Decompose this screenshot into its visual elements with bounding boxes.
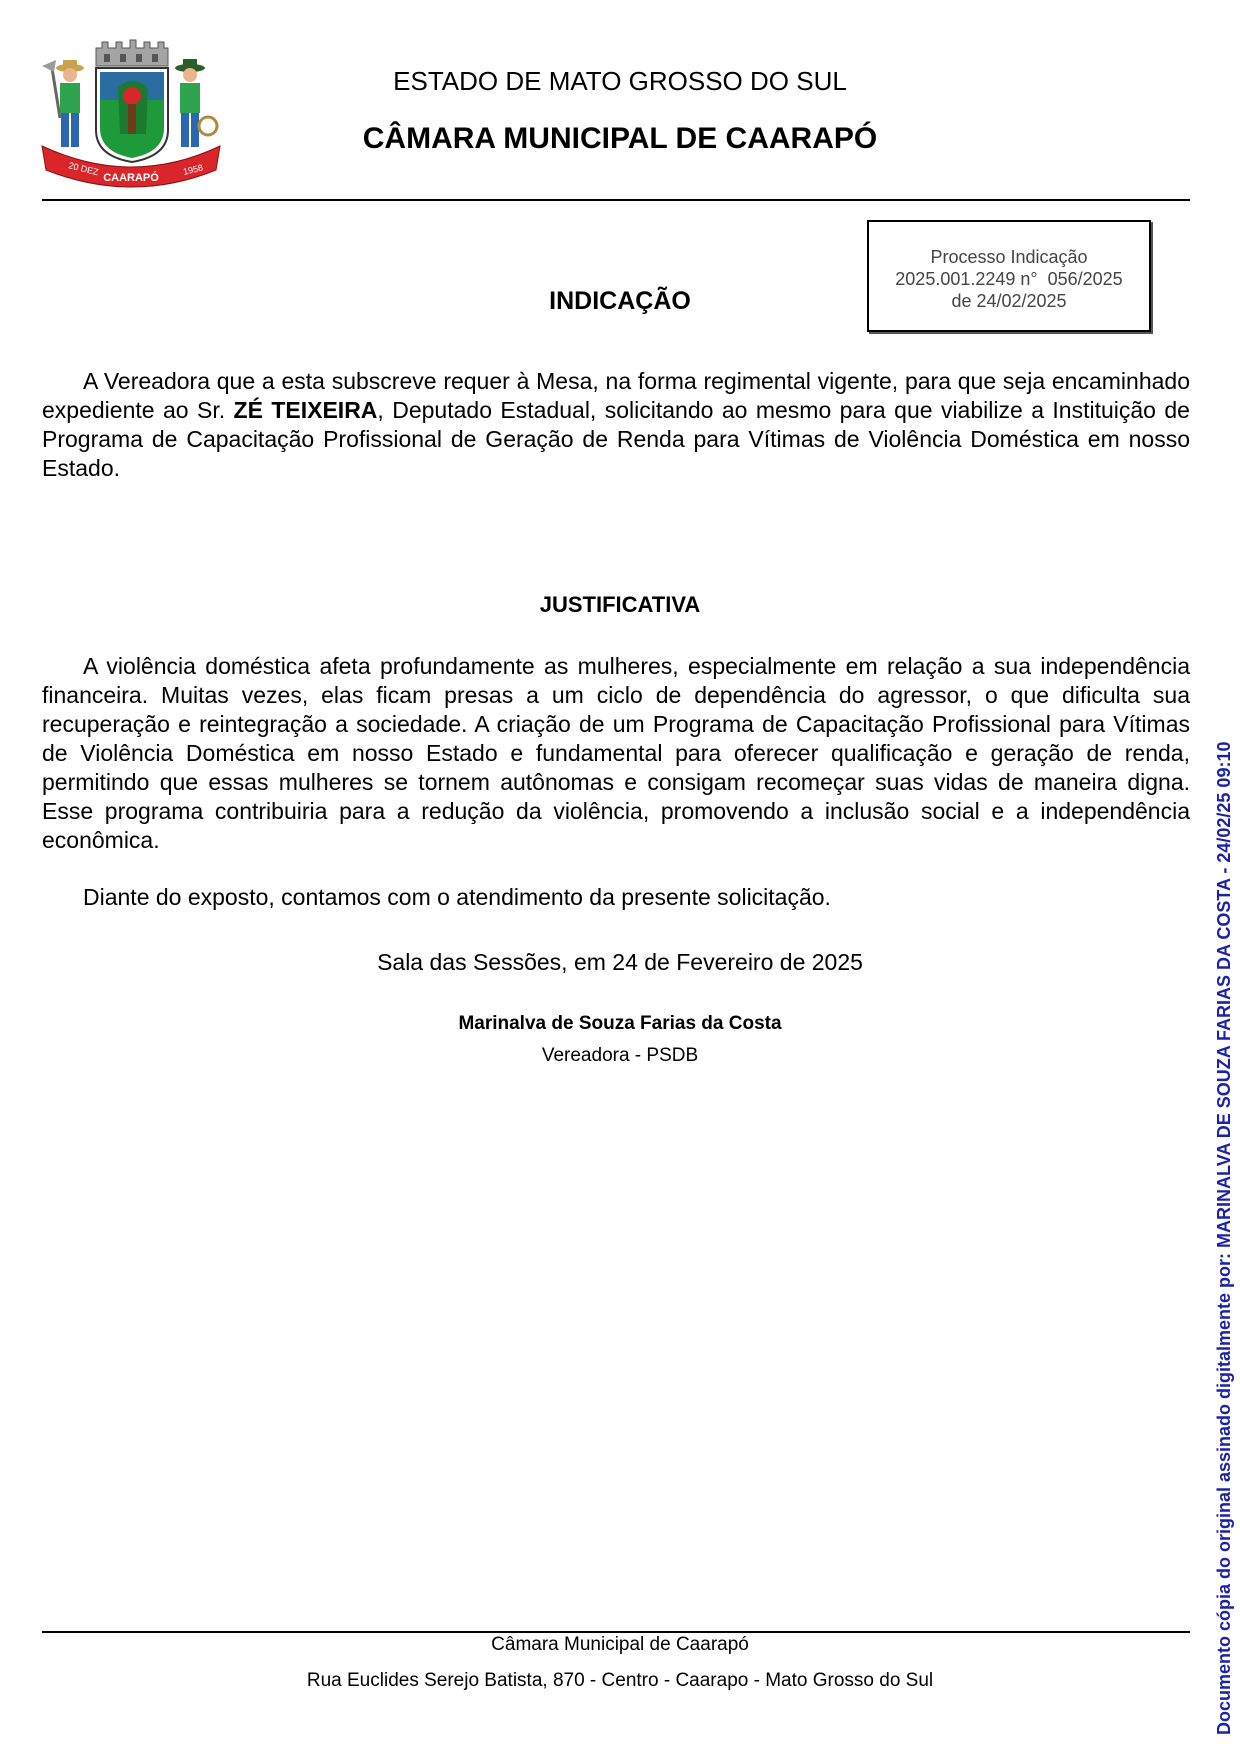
signer-name: Marinalva de Souza Farias da Costa [458,1013,782,1034]
coat-of-arms-logo [38,38,224,188]
stamp-line-1: Processo Indicação [930,247,1088,267]
stamp-line-3: de 24/02/2025 [951,291,1067,311]
stamp-line-2: 2025.001.2249 n° 056/2025 [895,269,1123,289]
right-figure-icon [175,59,217,147]
place-date: Sala das Sessões, em 24 de Fevereiro de 2025 [377,949,863,975]
left-figure-icon [42,60,84,147]
ribbon-text-left: 20 DEZ [67,160,100,178]
footer-address: Rua Euclides Serejo Batista, 870 - Centro - Caarapo - Mato Grosso do Sul [306,1670,934,1691]
closing-paragraph: Diante do exposto, contamos com o atendimento da presente solicitação. [83,884,831,910]
document-title: INDICAÇÃO [549,287,691,315]
request-text-start: A Vereadora que a esta subscreve requer à Mesa, na forma regimental vigente, para que seja encaminhado expediente ao Sr. [42,368,1190,423]
request-text-end: , Deputado Estadual, solicitando ao mesmo para que viabilize a Instituição de Programa de Capacitação Profissional de Geração de Renda para Vítimas de Violência Doméstica em nosso Estado. [42,397,1190,481]
digital-signature-note: Documento cópia do original assinado digitalmente por: MARINALVA DE SOUZA FARIAS DA COSTA - 24/02/25 09:10 [1214,741,1234,1735]
shield-icon [96,68,168,162]
justification-paragraph: A violência doméstica afeta profundamente as mulheres, especialmente em relação a sua independência financeira. Muitas vezes, elas ficam presas a um ciclo de dependência do agressor, o que dificulta sua recuperação e reintegração a sociedade. A criação de um Programa de Capacitação Profissional para Vítimas de Violência Doméstica em nosso Estado e fundamental para oferecer qualificação e geração de renda, permitindo que essas mulheres se tornem autônomas e consigam recomeçar suas vidas de maneira digna. Esse programa contribuiria para a redução da violência, promovendo a inclusão social e a independência econômica. [42,653,1190,853]
ribbon-text-right: 1958 [182,162,204,177]
footer-institution: Câmara Municipal de Caarapó [491,1634,749,1655]
header-divider [42,199,1190,201]
mural-crown-icon [96,40,168,66]
request-paragraph [42,367,1190,483]
chamber-heading: CÂMARA MUNICIPAL DE CAARAPÓ [362,122,878,155]
justification-title: JUSTIFICATIVA [539,592,701,617]
deputy-name: ZÉ TEIXEIRA [233,397,378,423]
ribbon-text-center: CAARAPÓ [103,172,159,184]
signer-role: Vereadora - PSDB [541,1045,699,1066]
footer-divider [42,1631,1190,1633]
state-heading: ESTADO DE MATO GROSSO DO SUL [393,66,847,96]
